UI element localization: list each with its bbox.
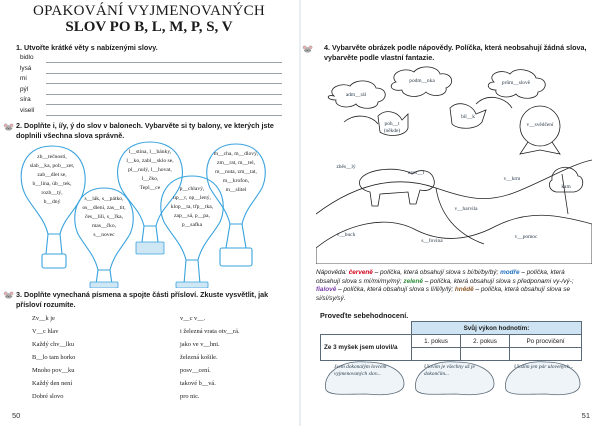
column-header: Po procvičení xyxy=(510,335,582,348)
column-header: 1. pokus xyxy=(412,335,461,348)
proverb-beginnings xyxy=(32,312,75,403)
balloon-word: zm__rat, m__tel, xyxy=(216,160,256,166)
color-hint xyxy=(316,269,590,304)
hint-label: Nápověda: xyxy=(316,269,347,276)
title-line-2: SLOV PO B, L, M, P, S, V xyxy=(65,18,233,35)
balloon-word: pl__nulý, l__hovat, xyxy=(128,167,172,173)
balloon-word: os__dlení, zas__tit, xyxy=(82,205,126,211)
task-3-text: Doplňte vynechaná písmena a spojte části přísloví. Zkuste vysvětlit, jak přísloví rozumíte. xyxy=(16,290,269,309)
picture-label: poh__t xyxy=(384,121,400,127)
hint-green-text: – políčka, která obsahují slova s předponami vy-/vý-; xyxy=(424,277,574,285)
task-1-word: síra xyxy=(20,96,31,103)
picture-label: (někde) xyxy=(383,128,401,134)
hint-green-word: zeleně xyxy=(403,277,423,285)
column-header: 2. pokus xyxy=(461,335,510,348)
task-2-number: 2. xyxy=(16,121,22,130)
balloon-word: b__dný xyxy=(43,199,61,205)
balloon-word: l__čko, xyxy=(141,176,159,182)
proverb-end[interactable]: posv__cení. xyxy=(180,367,211,374)
task-1-word: mi xyxy=(20,75,27,82)
balloon-word: l__stina, l__bánky, xyxy=(128,149,172,155)
mouse-icon: 🐭 xyxy=(3,290,15,300)
title-line-1: OPAKOVÁNÍ VYJMENOVANÝCH xyxy=(32,3,266,19)
balloon-word: zb__tečnosti, xyxy=(37,154,67,160)
picture-label: s__fovina xyxy=(421,238,443,244)
picture-label: v__pomoc xyxy=(514,234,538,240)
balloon-word: zab__dlet se, xyxy=(37,172,67,178)
balloon-word: m__slitel xyxy=(225,187,247,193)
task-1-row[interactable] xyxy=(20,96,282,107)
balloon-word: čes__lili, s__řka, xyxy=(84,214,124,220)
picture-label: zběs__lý xyxy=(336,164,356,170)
task-1-row[interactable] xyxy=(20,107,282,118)
balloon-word: klop__ta, třp__tka, xyxy=(170,204,214,210)
self-eval-title-text: Proveďte sebehodnocení. xyxy=(320,311,409,320)
task-1-row[interactable] xyxy=(20,65,282,76)
balloon-word: p__safka xyxy=(181,222,203,228)
right-page xyxy=(300,0,600,426)
mouse-note: Uložím jen pár ulovených... xyxy=(514,364,574,370)
picture-label: podm__nka xyxy=(409,78,435,84)
balloon-word: slab__ka, pob__zet, xyxy=(29,163,75,169)
picture-label: v__svědčení xyxy=(526,122,554,128)
page-number: 50 xyxy=(12,411,21,420)
hint-purple-text: – políčka, která obsahují slova s lí/li/ly/lý; xyxy=(338,286,454,294)
task-1-word: lysá xyxy=(20,64,32,72)
task-3-instruction xyxy=(16,290,288,309)
page-title xyxy=(14,4,284,36)
hint-red-text: – políčka, která obsahují slova s bí/bi/by/bý; xyxy=(374,269,499,276)
hint-brown-text: – políčka, která obsahují slova se si/sí/sy/sý. xyxy=(316,286,571,302)
task-1-number: 1. xyxy=(16,43,22,52)
task-1-row[interactable] xyxy=(20,54,282,65)
task-2-rest-text: Vybarvěte si ty balony, ve kterých jste doplnili všechna slova správně. xyxy=(16,121,274,140)
hint-purple-word: fialově xyxy=(316,286,337,294)
balloon-word: s__novec xyxy=(93,232,115,238)
proverb-start[interactable]: V__c hlav xyxy=(32,328,59,335)
proverb-end[interactable]: jako ve v__hni. xyxy=(180,341,220,348)
proverb-start[interactable]: Každý chv__lku xyxy=(32,341,75,348)
balloon-word: m__cha, m__dlový, xyxy=(213,151,259,157)
balloon-word: mas__čko, xyxy=(91,223,117,229)
hint-blue-text: – políčka, která obsahují slova s mí/mi/my/mý; xyxy=(316,269,565,285)
task-4-instruction xyxy=(324,43,588,62)
task-1-word: viselí xyxy=(20,106,35,114)
proverb-start[interactable]: Dobré slovo xyxy=(32,393,64,400)
task-1-word: pýl xyxy=(20,85,29,93)
task-1-row[interactable] xyxy=(20,75,282,86)
proverb-start[interactable]: Každý den není xyxy=(32,380,73,387)
proverb-start[interactable]: Mnoho pov__ku xyxy=(32,367,75,374)
balloon-word: p__chlavý, xyxy=(179,186,205,192)
picture-label: kam xyxy=(561,184,571,190)
task-1-word: bidlo xyxy=(20,54,34,61)
proverb-start[interactable]: Zv__k je xyxy=(32,315,55,322)
mouse-icon: 🐭 xyxy=(302,44,314,54)
task-4-text: Vybarvěte obrázek podle nápovědy. Políčka, která neobsahují žádná slova, vybarvěte podle vlastní fantazie. xyxy=(324,43,587,62)
task-4-number: 4. xyxy=(324,43,330,52)
picture-label: bíl__k xyxy=(461,114,475,120)
table-header: Svůj výkon hodnotím: xyxy=(412,322,582,335)
balloon-word: up__r, op__lený, xyxy=(173,195,211,201)
balloons-illustration xyxy=(0,138,300,288)
balloon-word: b__lina, úb__tek, xyxy=(32,181,72,187)
page-number: 51 xyxy=(581,411,590,420)
balloon-word: s__lák, s__pátko, xyxy=(84,196,124,202)
picture-label: adm__rál xyxy=(345,92,367,98)
balloon-word: m__nuta, zm__tat, xyxy=(215,169,257,175)
mouse-icon: 🐭 xyxy=(3,122,15,132)
task-1-instruction xyxy=(16,43,286,53)
picture-label: v__harvila xyxy=(454,206,478,212)
proverb-end[interactable]: i železná vrata otv__rá. xyxy=(180,328,240,335)
hint-red-word: červeně xyxy=(348,269,373,276)
picture-label: oros__t xyxy=(407,170,425,176)
task-3-number: 3. xyxy=(16,290,22,299)
task-1-lines xyxy=(20,54,282,117)
table-blank xyxy=(321,322,412,335)
balloon-word: l__ko, zabl__sklo se, xyxy=(126,158,174,164)
picture-label: prům__slově xyxy=(501,80,531,86)
proverb-end[interactable]: takové b__vá. xyxy=(180,380,216,387)
balloon-word: Tepl__ce xyxy=(139,185,161,191)
proverb-end[interactable]: pro nic. xyxy=(180,393,200,400)
picture-label: v__buch xyxy=(336,232,356,238)
mouse-note: Ulovím je všechny až je dokončím... xyxy=(424,364,475,377)
picture-label: v__krm xyxy=(503,176,521,182)
self-eval-title xyxy=(320,311,408,321)
task-1-text: Utvořte krátké věty s nabízenými slovy. xyxy=(24,43,158,52)
coloring-picture[interactable] xyxy=(316,64,592,264)
proverb-endings xyxy=(180,312,240,403)
task-2-bold-text: Doplňte i, í/y, ý do slov v balonech. xyxy=(24,121,143,130)
proverb-start[interactable]: B__lo tam horko xyxy=(32,354,76,361)
mouse-note: Jsem dokonalým lovcem vyjmenovaných slov... xyxy=(334,364,387,377)
balloon-word: rozb__tý, xyxy=(41,190,63,196)
proverb-end[interactable]: v__c v__. xyxy=(180,315,206,322)
hint-brown-word: hnědě xyxy=(454,286,474,294)
row-label: Ze 3 myšek jsem ulovil/a xyxy=(321,335,412,361)
proverb-end[interactable]: železná košile. xyxy=(180,354,218,361)
balloon-word: m__krofon, xyxy=(222,178,250,184)
balloon-word: zap__sá, p__pa, xyxy=(174,213,210,219)
task-1-row[interactable] xyxy=(20,86,282,97)
hint-blue-word: modře xyxy=(500,269,520,276)
